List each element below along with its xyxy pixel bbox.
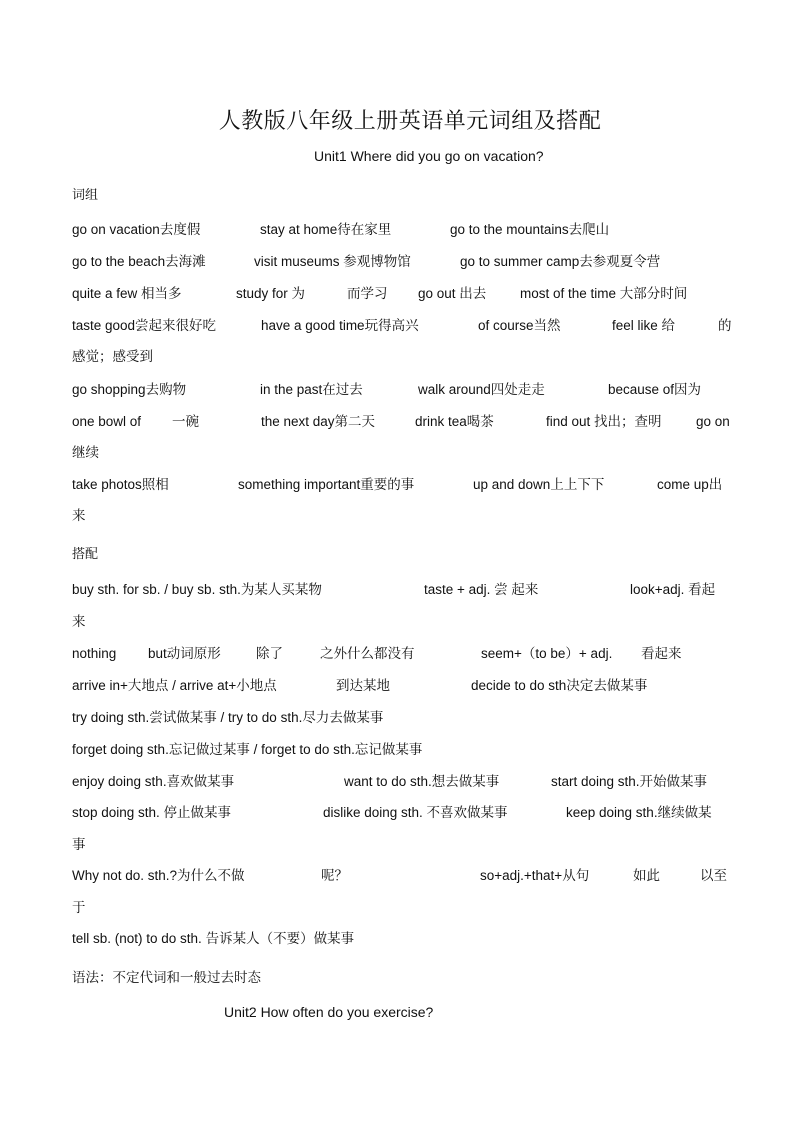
collocation: 除了 — [256, 646, 283, 661]
collocation: Why not do. sth.?为什么不做 — [72, 868, 245, 883]
unit1-heading: Unit1 Where did you go on vacation? — [314, 148, 544, 164]
phrase-row-4 — [72, 316, 734, 336]
phrase: of course当然 — [478, 318, 561, 333]
phrases-label: 词组 — [72, 188, 99, 203]
phrase: quite a few 相当多 — [72, 286, 182, 301]
phrase: study for 为 — [236, 286, 306, 301]
collocation: 事 — [72, 837, 86, 852]
phrase-row-6 — [72, 412, 734, 432]
collocation: start doing sth.开始做某事 — [551, 774, 708, 789]
collocation-row-4 — [72, 708, 734, 728]
unit2-heading: Unit2 How often do you exercise? — [224, 1004, 434, 1020]
phrase: take photos照相 — [72, 477, 169, 492]
phrase: stay at home待在家里 — [260, 222, 392, 237]
collocation: 之外什么都没有 — [320, 646, 415, 661]
phrase-row-5 — [72, 380, 734, 400]
collocation: 呢？ — [321, 868, 348, 883]
phrase: 的 — [718, 318, 732, 333]
phrase-row-7-cont — [72, 506, 734, 526]
collocation: buy sth. for sb. / buy sb. sth.为某人买某物 — [72, 582, 322, 597]
collocation: so+adj.+that+从句 — [480, 868, 590, 883]
phrase: something important重要的事 — [238, 477, 415, 492]
phrase: go to summer camp去参观夏令营 — [460, 254, 661, 269]
collocation-row-8 — [72, 866, 734, 886]
collocation: 看起来 — [641, 646, 682, 661]
collocation: want to do sth.想去做某事 — [344, 774, 500, 789]
phrase: feel like 给 — [612, 318, 676, 333]
collocation: 来 — [72, 614, 86, 629]
phrase: go out 出去 — [418, 286, 487, 301]
phrase: the next day第二天 — [261, 414, 376, 429]
phrase: taste good尝起来很好吃 — [72, 318, 217, 333]
collocation: keep doing sth.继续做某 — [566, 805, 712, 820]
phrase-row-3 — [72, 284, 734, 304]
phrase: go to the beach去海滩 — [72, 254, 206, 269]
collocation: taste + adj. 尝 起来 — [424, 582, 539, 597]
collocation: 以至 — [700, 868, 727, 883]
phrase: find out 找出；查明 — [546, 414, 662, 429]
collocations-label: 搭配 — [72, 547, 99, 562]
phrase: go on — [696, 414, 730, 429]
collocation-row-9 — [72, 929, 734, 949]
phrase: 继续 — [72, 445, 99, 460]
collocation: decide to do sth决定去做某事 — [471, 678, 648, 693]
phrase: most of the time 大部分时间 — [520, 286, 688, 301]
phrase-row-1 — [72, 220, 734, 240]
collocation: nothing — [72, 646, 117, 661]
collocation: tell sb. (not) to do sth. 告诉某人（不要）做某事 — [72, 931, 355, 946]
phrase: walk around四处走走 — [418, 382, 545, 397]
collocation: but动词原形 — [148, 646, 221, 661]
collocation-row-1-cont — [72, 612, 734, 632]
collocation: 于 — [72, 900, 86, 915]
collocation: stop doing sth. 停止做某事 — [72, 805, 232, 820]
collocation-row-5 — [72, 740, 734, 760]
collocation: try doing sth.尝试做某事 / try to do sth.尽力去做某事 — [72, 710, 384, 725]
phrase: in the past在过去 — [260, 382, 363, 397]
collocation: dislike doing sth. 不喜欢做某事 — [323, 805, 508, 820]
collocation: forget doing sth.忘记做过某事 / forget to do sth.忘记做某事 — [72, 742, 423, 757]
phrase: 来 — [72, 508, 86, 523]
collocation-row-7 — [72, 803, 734, 823]
phrase: up and down上上下下 — [473, 477, 605, 492]
phrase: go shopping去购物 — [72, 382, 187, 397]
collocation-row-8-cont — [72, 898, 734, 918]
collocation-row-7-cont — [72, 835, 734, 855]
collocation-row-6 — [72, 772, 734, 792]
grammar-note: 语法：不定代词和一般过去时态 — [72, 970, 261, 986]
phrase: have a good time玩得高兴 — [261, 318, 419, 333]
phrase-row-6-cont — [72, 443, 734, 463]
document-title: 人教版八年级上册英语单元词组及搭配 — [218, 109, 602, 134]
collocation: 如此 — [633, 868, 660, 883]
collocation: enjoy doing sth.喜欢做某事 — [72, 774, 235, 789]
phrase: visit museums 参观博物馆 — [254, 254, 411, 269]
collocation: 到达某地 — [336, 678, 390, 693]
phrase: because of因为 — [608, 382, 702, 397]
phrase: go on vacation去度假 — [72, 222, 201, 237]
collocation: seem+（to be）+ adj. — [481, 646, 613, 661]
phrase: go to the mountains去爬山 — [450, 222, 610, 237]
phrase: 感觉；感受到 — [72, 349, 153, 364]
collocation: arrive in+大地点 / arrive at+小地点 — [72, 678, 277, 693]
phrase: drink tea喝茶 — [415, 414, 494, 429]
phrase-row-4-cont — [72, 347, 734, 367]
collocation-row-1 — [72, 580, 734, 600]
collocation-row-2 — [72, 644, 734, 664]
phrase: one bowl of — [72, 414, 142, 429]
phrase-row-2 — [72, 252, 734, 272]
phrase: 而学习 — [347, 286, 388, 301]
phrase-row-7 — [72, 475, 734, 495]
collocation-row-3 — [72, 676, 734, 696]
collocation: look+adj. 看起 — [630, 582, 716, 597]
phrase: come up出 — [657, 477, 723, 492]
phrase: 一碗 — [172, 414, 199, 429]
